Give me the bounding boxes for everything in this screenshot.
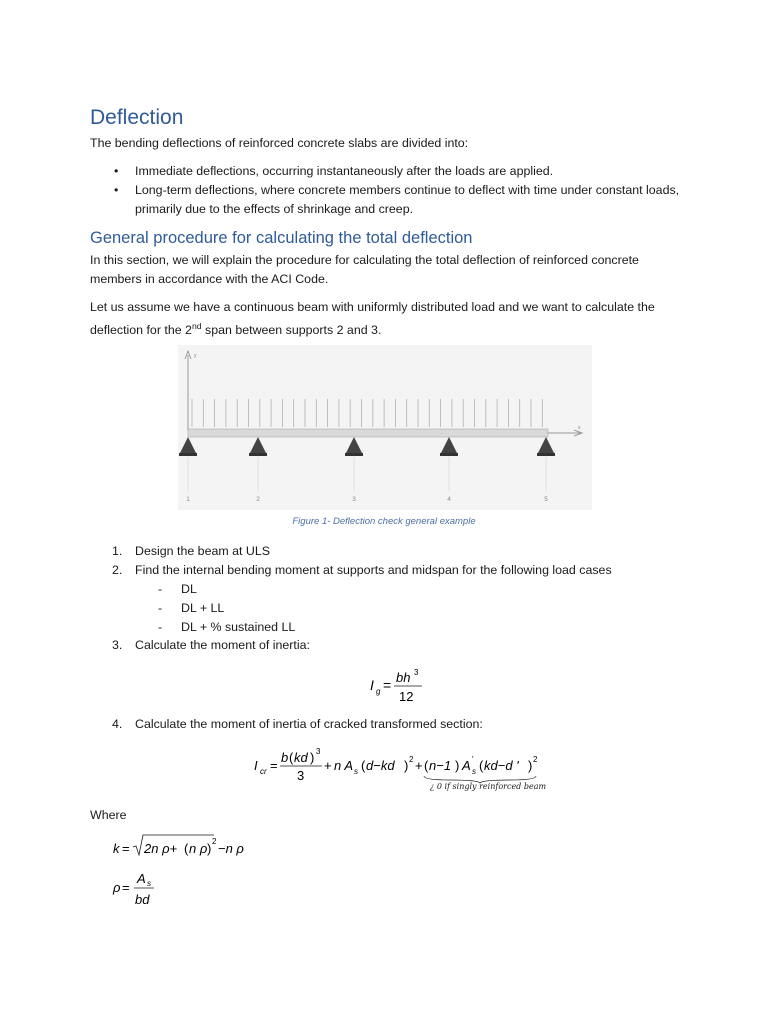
bullet-item: Immediate deflections, occurring instantaneously after the loads are applied. bbox=[135, 164, 554, 178]
svg-text:): ) bbox=[528, 758, 533, 773]
svg-text:(: ( bbox=[361, 758, 366, 773]
svg-text:=: = bbox=[270, 758, 278, 773]
svg-text:3: 3 bbox=[414, 668, 419, 677]
support-base bbox=[440, 453, 458, 456]
svg-text:+: + bbox=[415, 758, 423, 773]
svg-text:d−kd: d−kd bbox=[366, 758, 395, 773]
svg-text:(: ( bbox=[289, 750, 294, 765]
figure-caption: Figure 1- Deflection check general example bbox=[292, 516, 476, 527]
step-number: 3. bbox=[112, 638, 123, 652]
svg-text:kd: kd bbox=[294, 750, 308, 765]
svg-text:A: A bbox=[462, 758, 471, 773]
svg-text:b: b bbox=[281, 750, 289, 765]
svg-text:=: = bbox=[383, 677, 392, 693]
bullet-item: Long-term deflections, where concrete members continue to deflect with time under constant loads, primarily due to the effects of shrinkage and creep. bbox=[135, 183, 680, 216]
equation-note: ¿ 0 if singly reinforced beam bbox=[430, 782, 547, 791]
assumption-paragraph: Let us assume we have a continuous beam with uniformly distributed load and we want to calculate the deflection for the 2nd span between supports 2 and 3. bbox=[90, 300, 655, 338]
svg-text:n A: n A bbox=[334, 758, 354, 773]
where-label: Where bbox=[90, 808, 127, 822]
load-case: DL + % sustained LL bbox=[181, 620, 296, 634]
svg-text:k: k bbox=[113, 841, 120, 856]
support-label: 5 bbox=[544, 496, 548, 503]
step-text: Calculate the moment of inertia: bbox=[135, 638, 310, 652]
x-axis-label: x bbox=[578, 425, 581, 431]
list-dash: - bbox=[158, 582, 163, 596]
svg-text:): ) bbox=[310, 750, 315, 765]
svg-text:+: + bbox=[324, 758, 332, 773]
bullet-marker: • bbox=[114, 183, 119, 197]
svg-text:ρ: ρ bbox=[113, 880, 121, 895]
equation-k bbox=[110, 832, 260, 860]
svg-text:2: 2 bbox=[409, 755, 414, 764]
load-case: DL + LL bbox=[181, 601, 225, 615]
step-text: Calculate the moment of inertia of cracked transformed section: bbox=[135, 717, 483, 731]
step-number: 2. bbox=[112, 563, 123, 577]
equation-rho bbox=[110, 866, 170, 910]
svg-text:): ) bbox=[207, 841, 212, 856]
section-heading: General procedure for calculating the total deflection bbox=[90, 229, 473, 247]
svg-text:12: 12 bbox=[399, 689, 414, 704]
svg-text:(: ( bbox=[184, 841, 189, 856]
beam bbox=[188, 429, 548, 437]
svg-text:n ρ: n ρ bbox=[189, 841, 208, 856]
svg-text:2: 2 bbox=[533, 755, 538, 764]
svg-text:): ) bbox=[455, 758, 460, 773]
svg-text:cr: cr bbox=[260, 767, 267, 776]
svg-text:(: ( bbox=[479, 758, 484, 773]
equation-cracked-inertia bbox=[250, 742, 550, 784]
bullet-marker: • bbox=[114, 164, 119, 178]
svg-text:I: I bbox=[254, 758, 258, 773]
support-label: 2 bbox=[256, 496, 260, 503]
svg-text:s: s bbox=[354, 767, 358, 776]
svg-text:−n ρ: −n ρ bbox=[218, 841, 244, 856]
svg-text:': ' bbox=[472, 755, 474, 764]
svg-text:bh: bh bbox=[396, 670, 411, 685]
beam-figure bbox=[178, 345, 592, 510]
svg-text:2: 2 bbox=[212, 837, 217, 846]
svg-text:n−1: n−1 bbox=[429, 758, 452, 773]
svg-text:g: g bbox=[376, 687, 381, 696]
svg-text:(: ( bbox=[424, 758, 429, 773]
support-base bbox=[249, 453, 267, 456]
figure-background bbox=[178, 345, 592, 510]
support-base bbox=[537, 453, 555, 456]
page-title: Deflection bbox=[90, 106, 184, 129]
svg-text:kd−d ': kd−d ' bbox=[484, 758, 519, 773]
svg-text:s: s bbox=[472, 767, 476, 776]
svg-text:bd: bd bbox=[135, 892, 150, 907]
y-axis-label: y bbox=[194, 353, 197, 359]
svg-text:=: = bbox=[122, 880, 130, 895]
list-dash: - bbox=[158, 620, 163, 634]
step-text: Design the beam at ULS bbox=[135, 544, 270, 558]
svg-text:): ) bbox=[404, 758, 409, 773]
svg-text:A: A bbox=[137, 871, 146, 886]
support-label: 1 bbox=[186, 496, 190, 503]
support-label: 3 bbox=[352, 496, 356, 503]
step-number: 4. bbox=[112, 717, 123, 731]
svg-text:2n ρ+: 2n ρ+ bbox=[144, 841, 178, 856]
step-number: 1. bbox=[112, 544, 123, 558]
step-text: Find the internal bending moment at supports and midspan for the following load cases bbox=[135, 563, 612, 577]
svg-text:=: = bbox=[122, 841, 130, 856]
svg-text:s: s bbox=[147, 879, 151, 888]
svg-text:3: 3 bbox=[297, 768, 305, 783]
svg-text:3: 3 bbox=[316, 747, 321, 756]
support-base bbox=[345, 453, 363, 456]
support-base bbox=[179, 453, 197, 456]
equation-gross-inertia bbox=[366, 664, 436, 708]
svg-text:I: I bbox=[370, 677, 374, 693]
load-case: DL bbox=[181, 582, 197, 596]
support-label: 4 bbox=[447, 496, 451, 503]
list-dash: - bbox=[158, 601, 163, 615]
section-paragraph: In this section, we will explain the procedure for calculating the total deflection of reinforced concrete members in accordance with the ACI Code. bbox=[90, 253, 639, 286]
intro-paragraph: The bending deflections of reinforced concrete slabs are divided into: bbox=[90, 136, 469, 150]
